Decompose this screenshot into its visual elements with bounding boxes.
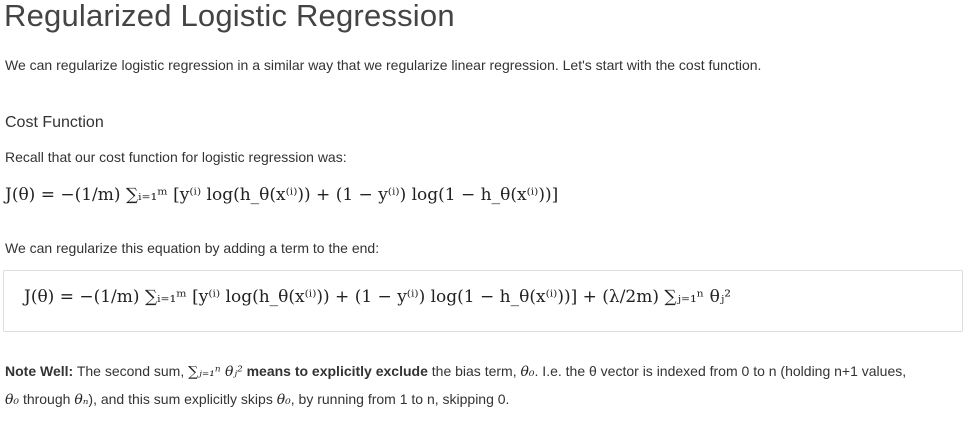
note-text-6: , by running from 1 to n, skipping 0. bbox=[290, 391, 510, 407]
note-paragraph bbox=[5, 358, 970, 414]
note-text-4: through bbox=[22, 391, 71, 407]
regularized-equation-box bbox=[3, 270, 963, 332]
note-theta-zero-2: θ₀ bbox=[5, 392, 20, 408]
page-title: Regularized Logistic Regression bbox=[4, 0, 455, 33]
cost-function-heading: Cost Function bbox=[5, 114, 104, 131]
note-text-2: the bias term, bbox=[431, 363, 517, 379]
recall-paragraph: Recall that our cost function for logistic regression was: bbox=[5, 149, 347, 165]
note-label: Note Well: bbox=[5, 363, 74, 379]
regularize-paragraph: We can regularize this equation by adding a term to the end: bbox=[5, 240, 380, 256]
note-theta-n: θₙ bbox=[74, 392, 89, 408]
cost-equation: J(θ) = −(1/m) ∑ᵢ₌₁ᵐ [y⁽ⁱ⁾ log(h_θ(x⁽ⁱ⁾)) + (1 − y⁽ⁱ⁾) log(1 − h_θ(x⁽ⁱ⁾))] bbox=[5, 185, 559, 205]
note-text-3: . I.e. the θ vector is indexed from 0 to n (holding n+1 values, bbox=[534, 363, 907, 379]
regularized-cost-equation: J(θ) = −(1/m) ∑ᵢ₌₁ᵐ [y⁽ⁱ⁾ log(h_θ(x⁽ⁱ⁾)) + (1 − y⁽ⁱ⁾) log(1 − h_θ(x⁽ⁱ⁾))] + (λ/2m) ∑ⱼ₌₁ⁿ θⱼ² bbox=[24, 287, 732, 307]
note-text-5: ), and this sum explicitly skips bbox=[88, 391, 273, 407]
note-theta-zero: θ₀ bbox=[520, 364, 535, 380]
intro-paragraph: We can regularize logistic regression in a similar way that we regularize linear regression. Let's start with the cost function. bbox=[5, 57, 762, 73]
note-sum-expression: ∑ⱼ₌₁ⁿ θⱼ² bbox=[188, 364, 243, 380]
note-theta-zero-3: θ₀ bbox=[276, 392, 291, 408]
note-bold-text: means to explicitly exclude bbox=[246, 363, 428, 379]
note-text-1: The second sum, bbox=[76, 363, 185, 379]
